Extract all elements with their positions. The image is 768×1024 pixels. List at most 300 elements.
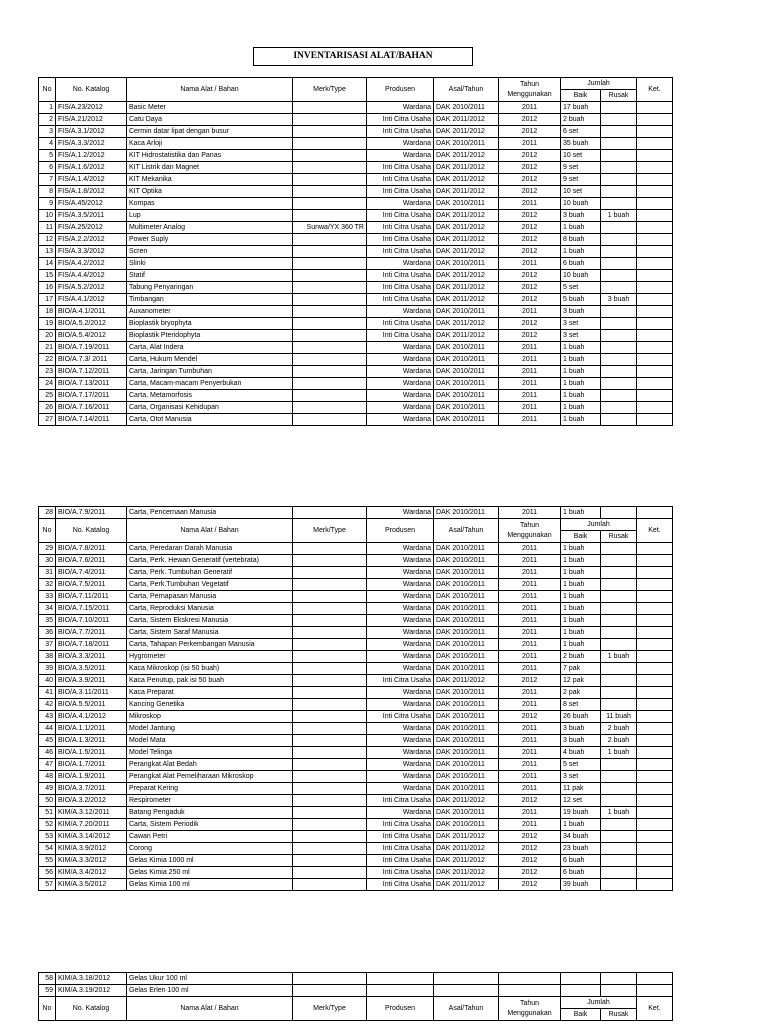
cell-produsen: Inti Citra Usaha [367, 831, 434, 843]
cell-produsen: Wardana [367, 567, 434, 579]
cell-produsen: Wardana [367, 687, 434, 699]
cell-asal: DAK 2010/2011 [434, 342, 499, 354]
cell-asal: DAK 2010/2011 [434, 819, 499, 831]
table-row [39, 639, 673, 651]
table-row [39, 330, 673, 342]
cell-merk [293, 246, 367, 258]
cell-merk [293, 973, 367, 985]
cell-tahun: 2011 [499, 138, 561, 150]
cell-katalog: BIO/A.3.11/2011 [56, 687, 127, 699]
cell-tahun: 2011 [499, 663, 561, 675]
table-row [39, 354, 673, 366]
cell-ket [637, 567, 673, 579]
cell-no: 33 [39, 591, 56, 603]
cell-ket [637, 114, 673, 126]
cell-baik: 3 set [561, 318, 601, 330]
cell-asal: DAK 2011/2012 [434, 186, 499, 198]
table-row [39, 579, 673, 591]
cell-katalog: BIO/A.7.3/ 2011 [56, 354, 127, 366]
cell-produsen: Wardana [367, 663, 434, 675]
cell-baik: 3 set [561, 330, 601, 342]
cell-katalog: FIS/A.5.2/2012 [56, 282, 127, 294]
cell-produsen: Wardana [367, 603, 434, 615]
cell-produsen: Wardana [367, 699, 434, 711]
cell-nama: Gelas Ukur 100 ml [127, 973, 293, 985]
cell-katalog: BIO/A.3.5/2011 [56, 663, 127, 675]
cell-merk [293, 627, 367, 639]
cell-ket [637, 819, 673, 831]
cell-merk [293, 366, 367, 378]
cell-asal: DAK 2010/2011 [434, 366, 499, 378]
cell-baik: 8 set [561, 699, 601, 711]
cell-produsen [367, 973, 434, 985]
cell-nama: Kaca Mikroskop (isi 50 buah) [127, 663, 293, 675]
cell-ket [637, 162, 673, 174]
cell-nama: Lup [127, 210, 293, 222]
cell-rusak [601, 258, 637, 270]
cell-rusak [601, 831, 637, 843]
cell-baik: 6 set [561, 126, 601, 138]
cell-baik: 9 set [561, 174, 601, 186]
table-row [39, 222, 673, 234]
table-row [39, 807, 673, 819]
cell-nama: Statif [127, 270, 293, 282]
cell-asal: DAK 2010/2011 [434, 639, 499, 651]
cell-merk [293, 807, 367, 819]
cell-tahun: 2012 [499, 879, 561, 891]
cell-asal: DAK 2010/2011 [434, 402, 499, 414]
cell-no: 58 [39, 973, 56, 985]
cell-no: 32 [39, 579, 56, 591]
cell-katalog: FIS/A.1.6/2012 [56, 162, 127, 174]
cell-merk [293, 138, 367, 150]
cell-katalog: FIS/A.1.2/2012 [56, 150, 127, 162]
cell-rusak [601, 270, 637, 282]
table-row [39, 651, 673, 663]
cell-no: 23 [39, 366, 56, 378]
col-header-baik: Baik [561, 531, 601, 543]
cell-tahun: 2012 [499, 711, 561, 723]
table-row [39, 126, 673, 138]
cell-nama: Cermin datar lipat dengan busur [127, 126, 293, 138]
cell-katalog: BIO/A.1.9/2011 [56, 771, 127, 783]
cell-ket [637, 402, 673, 414]
cell-merk [293, 378, 367, 390]
inventory-rows-2-top [39, 507, 673, 519]
cell-produsen: Inti Citra Usaha [367, 879, 434, 891]
cell-asal: DAK 2010/2011 [434, 390, 499, 402]
cell-katalog: BIO/A.7.9/2011 [56, 507, 127, 519]
cell-tahun: 2012 [499, 294, 561, 306]
cell-asal: DAK 2011/2012 [434, 210, 499, 222]
cell-tahun: 2011 [499, 390, 561, 402]
cell-produsen: Inti Citra Usaha [367, 318, 434, 330]
cell-merk [293, 126, 367, 138]
cell-no: 36 [39, 627, 56, 639]
cell-merk [293, 390, 367, 402]
cell-katalog: BIO/A.3.2/2012 [56, 795, 127, 807]
cell-rusak [601, 198, 637, 210]
cell-no: 55 [39, 855, 56, 867]
cell-nama: Carta, Jaringan Tumbuhan [127, 366, 293, 378]
col-header-jumlah: Jumlah [561, 519, 637, 531]
cell-asal: DAK 2010/2011 [434, 651, 499, 663]
cell-tahun: 2012 [499, 318, 561, 330]
table-row [39, 675, 673, 687]
cell-asal: DAK 2010/2011 [434, 603, 499, 615]
cell-asal: DAK 2011/2012 [434, 114, 499, 126]
cell-asal: DAK 2010/2011 [434, 723, 499, 735]
cell-baik: 39 buah [561, 879, 601, 891]
cell-asal: DAK 2010/2011 [434, 354, 499, 366]
cell-katalog: FIS/A.3.1/2012 [56, 126, 127, 138]
cell-asal: DAK 2010/2011 [434, 699, 499, 711]
cell-ket [637, 711, 673, 723]
cell-baik: 1 buah [561, 819, 601, 831]
cell-baik: 5 buah [561, 294, 601, 306]
cell-katalog: FIS/A.2.2/2012 [56, 234, 127, 246]
cell-nama: Carta, Reproduksi Manusia [127, 603, 293, 615]
table-row [39, 318, 673, 330]
table-row [39, 198, 673, 210]
table-row [39, 102, 673, 114]
cell-merk [293, 342, 367, 354]
cell-tahun: 2011 [499, 306, 561, 318]
cell-nama: Kaca Preparat [127, 687, 293, 699]
table-row [39, 985, 673, 997]
cell-baik: 1 buah [561, 378, 601, 390]
cell-no: 6 [39, 162, 56, 174]
cell-no: 22 [39, 354, 56, 366]
cell-katalog: KIM/A.3.5/2012 [56, 879, 127, 891]
cell-tahun: 2011 [499, 555, 561, 567]
cell-produsen: Inti Citra Usaha [367, 867, 434, 879]
cell-nama: Catu Daya [127, 114, 293, 126]
cell-baik: 1 buah [561, 342, 601, 354]
cell-katalog: KIM/A.3.18/2012 [56, 973, 127, 985]
cell-merk [293, 795, 367, 807]
cell-rusak [601, 627, 637, 639]
cell-baik: 1 buah [561, 579, 601, 591]
cell-nama: Perangkat Alat Bedah [127, 759, 293, 771]
cell-asal: DAK 2010/2011 [434, 414, 499, 426]
cell-tahun: 2012 [499, 282, 561, 294]
table-row [39, 627, 673, 639]
table-row [39, 699, 673, 711]
cell-no: 15 [39, 270, 56, 282]
inventory-table-page-1 [38, 77, 673, 426]
cell-produsen: Inti Citra Usaha [367, 210, 434, 222]
cell-no: 29 [39, 543, 56, 555]
cell-produsen: Wardana [367, 579, 434, 591]
cell-merk [293, 186, 367, 198]
cell-katalog: FIS/A.4.2/2012 [56, 258, 127, 270]
cell-nama: Carta, Alat Indera [127, 342, 293, 354]
cell-asal: DAK 2011/2012 [434, 162, 499, 174]
cell-tahun: 2011 [499, 378, 561, 390]
cell-baik: 1 buah [561, 543, 601, 555]
cell-katalog: KIM/A.3.9/2012 [56, 843, 127, 855]
col-header-asal: Asal/Tahun [434, 78, 499, 102]
cell-ket [637, 783, 673, 795]
cell-ket [637, 985, 673, 997]
cell-no: 30 [39, 555, 56, 567]
cell-baik: 1 buah [561, 390, 601, 402]
cell-baik: 10 buah [561, 270, 601, 282]
cell-baik: 17 buah [561, 102, 601, 114]
col-header-nama: Nama Alat / Bahan [127, 519, 293, 543]
cell-asal: DAK 2010/2011 [434, 258, 499, 270]
cell-nama: Respirometer [127, 795, 293, 807]
cell-katalog: FIS/A.3.5/2011 [56, 210, 127, 222]
cell-produsen: Inti Citra Usaha [367, 114, 434, 126]
cell-produsen: Inti Citra Usaha [367, 711, 434, 723]
cell-katalog: FIS/A.21/2012 [56, 114, 127, 126]
cell-rusak [601, 555, 637, 567]
cell-no: 44 [39, 723, 56, 735]
cell-nama: Basic Meter [127, 102, 293, 114]
cell-baik: 5 set [561, 282, 601, 294]
cell-baik: 1 buah [561, 402, 601, 414]
cell-nama: Auxanometer [127, 306, 293, 318]
cell-nama: Carta, Hukum Mendel [127, 354, 293, 366]
cell-rusak [601, 378, 637, 390]
cell-asal: DAK 2010/2011 [434, 747, 499, 759]
cell-ket [637, 639, 673, 651]
cell-baik: 3 buah [561, 723, 601, 735]
col-header-produsen: Produsen [367, 78, 434, 102]
cell-baik: 1 buah [561, 222, 601, 234]
cell-no: 41 [39, 687, 56, 699]
cell-no: 4 [39, 138, 56, 150]
cell-asal: DAK 2010/2011 [434, 378, 499, 390]
table-row [39, 819, 673, 831]
cell-produsen: Wardana [367, 306, 434, 318]
cell-rusak: 3 buah [601, 294, 637, 306]
cell-nama: Power Suply [127, 234, 293, 246]
cell-katalog: KIM/A.3.14/2012 [56, 831, 127, 843]
cell-ket [637, 651, 673, 663]
cell-baik: 12 set [561, 795, 601, 807]
cell-tahun: 2011 [499, 342, 561, 354]
cell-nama: KIT Mekanika [127, 174, 293, 186]
cell-nama: Carta, Metamorfosis [127, 390, 293, 402]
cell-no: 8 [39, 186, 56, 198]
cell-tahun [499, 973, 561, 985]
cell-no: 20 [39, 330, 56, 342]
cell-merk [293, 735, 367, 747]
cell-baik: 9 set [561, 162, 601, 174]
cell-merk [293, 831, 367, 843]
cell-baik: 26 buah [561, 711, 601, 723]
cell-ket [637, 759, 673, 771]
cell-merk [293, 675, 367, 687]
cell-rusak [601, 330, 637, 342]
cell-ket [637, 973, 673, 985]
cell-katalog: FIS/A.4.4/2012 [56, 270, 127, 282]
cell-merk [293, 723, 367, 735]
cell-tahun [499, 985, 561, 997]
cell-merk [293, 150, 367, 162]
table-row [39, 114, 673, 126]
cell-baik: 11 pak [561, 783, 601, 795]
cell-tahun: 2011 [499, 615, 561, 627]
cell-nama: Bioplastik Pteridophyta [127, 330, 293, 342]
cell-merk [293, 771, 367, 783]
cell-no: 3 [39, 126, 56, 138]
cell-nama: Model Telinga [127, 747, 293, 759]
table-row [39, 294, 673, 306]
col-header-asal: Asal/Tahun [434, 519, 499, 543]
cell-rusak [601, 591, 637, 603]
cell-rusak [601, 114, 637, 126]
cell-baik: 2 pak [561, 687, 601, 699]
cell-rusak [601, 867, 637, 879]
table-row [39, 138, 673, 150]
cell-merk [293, 402, 367, 414]
cell-baik: 1 buah [561, 591, 601, 603]
cell-merk [293, 985, 367, 997]
table-row [39, 687, 673, 699]
cell-katalog: BIO/A.1.3/2011 [56, 735, 127, 747]
cell-produsen: Wardana [367, 651, 434, 663]
cell-asal: DAK 2011/2012 [434, 294, 499, 306]
cell-tahun: 2011 [499, 354, 561, 366]
cell-no: 17 [39, 294, 56, 306]
cell-baik: 1 buah [561, 354, 601, 366]
cell-rusak: 1 buah [601, 210, 637, 222]
cell-asal: DAK 2010/2011 [434, 555, 499, 567]
col-header-tahun: Tahun Menggunakan [499, 997, 561, 1021]
cell-merk [293, 867, 367, 879]
cell-katalog: BIO/A.7.18/2011 [56, 639, 127, 651]
cell-rusak [601, 102, 637, 114]
table-row [39, 843, 673, 855]
cell-no: 25 [39, 390, 56, 402]
cell-produsen: Wardana [367, 807, 434, 819]
cell-rusak [601, 973, 637, 985]
cell-produsen: Wardana [367, 102, 434, 114]
cell-asal: DAK 2010/2011 [434, 138, 499, 150]
cell-rusak [601, 318, 637, 330]
cell-nama: Batang Pengaduk [127, 807, 293, 819]
cell-tahun: 2011 [499, 819, 561, 831]
cell-merk [293, 174, 367, 186]
table-row [39, 879, 673, 891]
table-row [39, 306, 673, 318]
cell-no: 11 [39, 222, 56, 234]
cell-produsen: Inti Citra Usaha [367, 174, 434, 186]
cell-katalog: BIO/A.7.4/2011 [56, 567, 127, 579]
cell-merk [293, 543, 367, 555]
cell-merk [293, 354, 367, 366]
cell-ket [637, 663, 673, 675]
cell-katalog: KIM/A.3.12/2011 [56, 807, 127, 819]
cell-merk [293, 747, 367, 759]
table-row [39, 795, 673, 807]
table-row [39, 747, 673, 759]
table-row [39, 973, 673, 985]
table-row [39, 507, 673, 519]
cell-ket [637, 282, 673, 294]
table-row [39, 402, 673, 414]
cell-merk: Sunwa/YX 360 TR [293, 222, 367, 234]
cell-baik: 1 buah [561, 366, 601, 378]
cell-tahun: 2011 [499, 579, 561, 591]
cell-katalog: BIO/A.7.8/2011 [56, 543, 127, 555]
cell-nama: Gelas Erlen 100 ml [127, 985, 293, 997]
cell-rusak [601, 282, 637, 294]
cell-merk [293, 603, 367, 615]
cell-produsen: Wardana [367, 138, 434, 150]
cell-no: 34 [39, 603, 56, 615]
cell-baik: 3 buah [561, 210, 601, 222]
cell-rusak [601, 855, 637, 867]
cell-rusak [601, 663, 637, 675]
cell-ket [637, 126, 673, 138]
table-row [39, 615, 673, 627]
cell-merk [293, 819, 367, 831]
cell-merk [293, 711, 367, 723]
cell-nama: Kaca Arloji [127, 138, 293, 150]
cell-ket [637, 414, 673, 426]
table-row [39, 210, 673, 222]
cell-rusak [601, 354, 637, 366]
cell-merk [293, 258, 367, 270]
cell-rusak [601, 246, 637, 258]
cell-no: 42 [39, 699, 56, 711]
cell-asal: DAK 2010/2011 [434, 711, 499, 723]
cell-no: 18 [39, 306, 56, 318]
cell-rusak [601, 543, 637, 555]
cell-baik: 10 set [561, 150, 601, 162]
cell-rusak [601, 879, 637, 891]
cell-merk [293, 294, 367, 306]
cell-merk [293, 162, 367, 174]
cell-produsen: Wardana [367, 390, 434, 402]
cell-produsen: Inti Citra Usaha [367, 819, 434, 831]
cell-asal: DAK 2011/2012 [434, 330, 499, 342]
cell-produsen: Wardana [367, 150, 434, 162]
col-header-ket: Ket. [637, 78, 673, 102]
inventory-rows-2 [39, 543, 673, 891]
cell-rusak [601, 759, 637, 771]
cell-merk [293, 663, 367, 675]
col-header-produsen: Produsen [367, 997, 434, 1021]
cell-nama: Cawan Petri [127, 831, 293, 843]
table-row [39, 186, 673, 198]
cell-merk [293, 879, 367, 891]
cell-asal: DAK 2011/2012 [434, 246, 499, 258]
cell-produsen: Wardana [367, 354, 434, 366]
document-title: INVENTARISASI ALAT/BAHAN [253, 47, 473, 66]
cell-rusak [601, 138, 637, 150]
cell-merk [293, 651, 367, 663]
cell-no: 39 [39, 663, 56, 675]
cell-baik: 8 buah [561, 234, 601, 246]
cell-no: 38 [39, 651, 56, 663]
cell-tahun: 2012 [499, 210, 561, 222]
cell-produsen: Wardana [367, 342, 434, 354]
col-header-baik: Baik [561, 90, 601, 102]
cell-no: 37 [39, 639, 56, 651]
cell-no: 24 [39, 378, 56, 390]
cell-katalog: BIO/A.3.9/2011 [56, 675, 127, 687]
cell-merk [293, 783, 367, 795]
cell-ket [637, 138, 673, 150]
cell-produsen: Inti Citra Usaha [367, 282, 434, 294]
cell-baik: 5 set [561, 759, 601, 771]
